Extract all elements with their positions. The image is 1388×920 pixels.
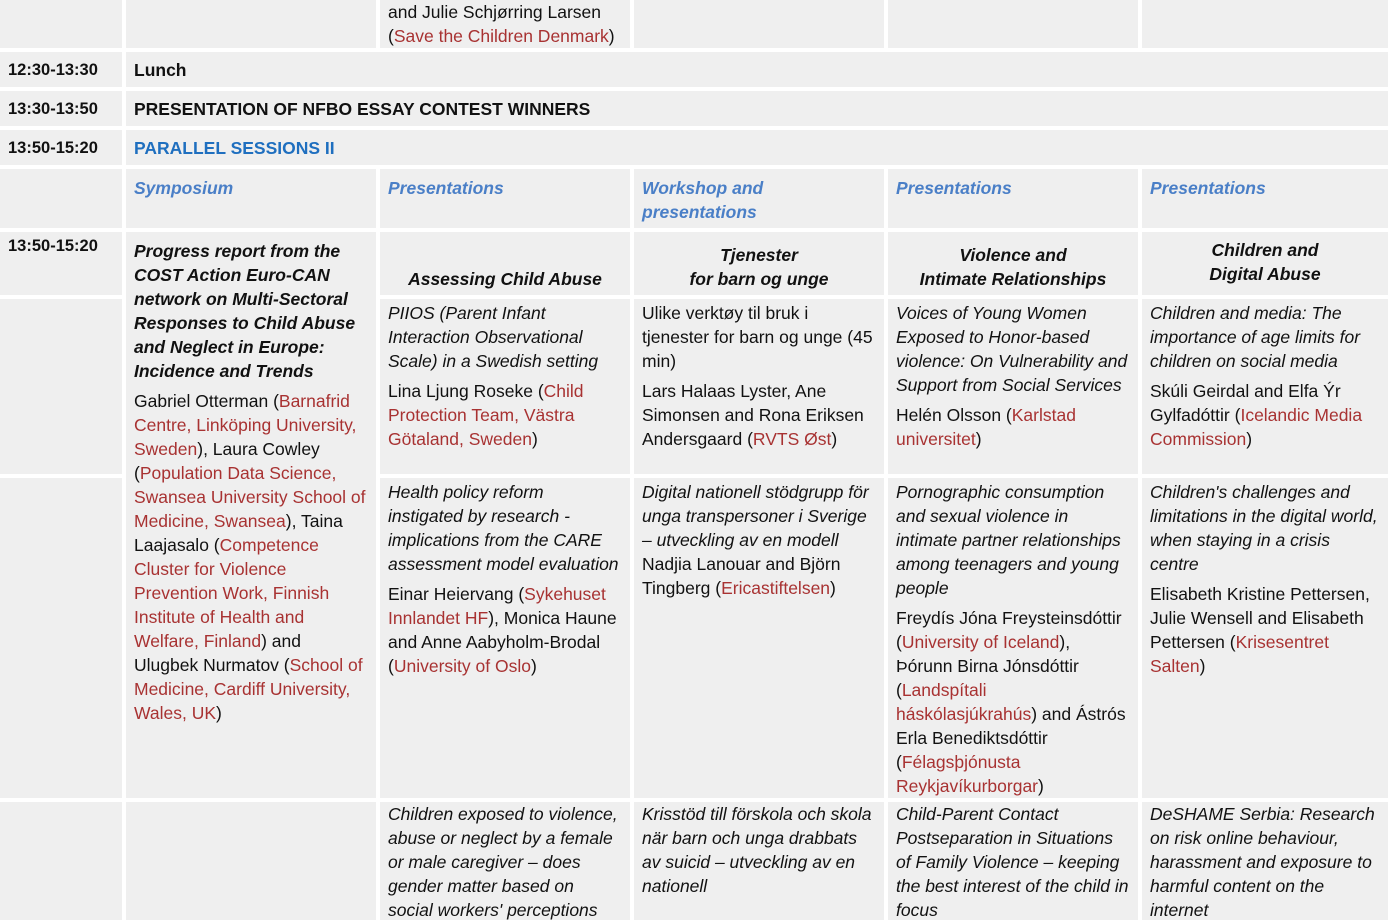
presentation-authors: Lars Halaas Lyster, Ane Simonsen and Rona Eriksen Andersgaard (RVTS Øst) [642,381,864,449]
time-cell: 13:50-15:20 [0,130,122,165]
session-type-workshop: Workshop and presentations [634,169,884,228]
column-title: Assessing Child Abuse [380,232,630,295]
presentation-cell [1142,478,1388,798]
presentation-authors: Freydís Jóna Freysteinsdóttir (University of Iceland), Þórunn Birna Jónsdóttir (Landspítali háskólasjúkrahús) and Ástrós Erla Benediktsdóttir (Félagsþjónusta Reykjavíkurborgar) [896,608,1126,796]
org-name: RVTS Øst [752,429,832,449]
column-title: Violence and Intimate Relationships [888,232,1138,295]
presentation-title: Children exposed to violence, abuse or neglect by a female or male caregiver – does gender matter based on social workers' perceptions [380,802,630,920]
presentation-authors: Helén Olsson (Karlstad universitet) [896,405,1076,449]
time-cell: 13:50-15:20 [0,232,122,295]
presentation-authors: Nadjia Lanouar and Björn Tingberg (Ericastiftelsen) [642,554,841,598]
session-type-symposium: Symposium [126,169,376,228]
presentation-cell [380,478,630,798]
presentation-authors: Elisabeth Kristine Pettersen, Julie Wensell and Elisabeth Pettersen (Krisesentret Salten) [1150,584,1370,676]
time-cell: 13:30-13:50 [0,91,122,126]
presentation-authors: Skúli Geirdal and Elfa Ýr Gylfadóttir (Icelandic Media Commission) [1150,381,1363,449]
symposium-cell [126,232,376,798]
time-cell-empty [0,478,122,798]
column-title: Children and Digital Abuse [1142,232,1388,295]
org-name: School of Medicine, Cardiff University, Wales, UK [134,655,363,723]
symposium-title: Progress report from the COST Action Euro-CAN network on Multi-Sectoral Responses to Child Abuse and Neglect in Europe: Incidence and Trends [134,241,356,381]
org-name: Barnafrid Centre, Linköping University, Sweden [134,391,357,459]
org-name: Félagsþjónusta Reykjavíkurborgar [896,752,1038,796]
presentation-title: Voices of Young Women Exposed to Honor-based violence: On Vulnerability and Support from Social Services [896,303,1128,395]
presentation-cell [1142,299,1388,474]
symposium-authors: Gabriel Otterman (Barnafrid Centre, Linköping University, Sweden), Laura Cowley (Population Data Science, Swansea University School of Medicine, Swansea), Taina Laajasalo (Competence Cluster for Violence Prevention Work, Finnish Institute of Health and Welfare, Finland) and Ulugbek Nurmatov (School of Medicine, Cardiff University, Wales, UK) [134,391,366,723]
presentation-cell [888,478,1138,798]
org-name: Krisesentret Salten [1150,632,1329,676]
time-cell-empty [0,169,122,228]
org-name: Save the Children Denmark [393,26,609,46]
org-name: Karlstad universitet [896,405,1076,449]
cell-empty [1142,0,1388,48]
presentation-cell [634,478,884,798]
org-name: University of Iceland [901,632,1060,652]
org-name: Landspítali háskólasjúkrahús [896,680,1032,724]
cell-empty [634,0,884,48]
session-type-presentations: Presentations [1142,169,1388,228]
cell-empty [888,0,1138,48]
presentation-title: Ulike verktøy til bruk i tjenester for barn og unge (45 min) [642,303,873,371]
top-author-line: and Julie Schjørring Larsen [388,2,602,22]
essay-contest-label: PRESENTATION OF NFBO ESSAY CONTEST WINNERS [126,91,1388,126]
org-name: Population Data Science, Swansea University School of Medicine, Swansea [134,463,366,531]
presentation-title: Pornographic consumption and sexual violence in intimate partner relationships among teenagers and young people [896,482,1121,598]
time-cell: 12:30-13:30 [0,52,122,87]
org-name: Child Protection Team, Västra Götaland, Sweden [388,381,584,449]
org-name: Competence Cluster for Violence Prevention Work, Finnish Institute of Health and Welfare, Finland [134,535,330,651]
org-name: Ericastiftelsen [721,578,831,598]
presentation-authors: Lina Ljung Roseke (Child Protection Team, Västra Götaland, Sweden) [388,381,584,449]
top-org-line: (Save the Children Denmark) [388,26,615,46]
lunch-label: Lunch [126,52,1388,87]
session-type-presentations: Presentations [380,169,630,228]
presentation-title: Children's challenges and limitations in the digital world, when staying in a crisis centre [1150,482,1378,574]
org-name: Icelandic Media Commission [1150,405,1363,449]
top-partial-cell [380,0,630,48]
time-cell-empty [0,299,122,474]
presentation-title: Health policy reform instigated by research - implications from the CARE assessment model evaluation [388,482,619,574]
presentation-authors: Einar Heiervang (Sykehuset Innlandet HF), Monica Haune and Anne Aabyholm-Brodal (University of Oslo) [388,584,617,676]
presentation-cell [380,299,630,474]
org-name: University of Oslo [393,656,531,676]
presentation-title: Krisstöd till förskola och skola när barn och unga drabbats av suicid – utveckling av en nationell [634,802,884,920]
parallel-sessions-heading: PARALLEL SESSIONS II [126,130,1388,165]
column-title: Tjenester for barn og unge [634,232,884,295]
presentation-title: Child-Parent Contact Postseparation in Situations of Family Violence – keeping the best interest of the child in focus [888,802,1138,920]
presentation-cell [634,299,884,474]
time-cell-empty [0,0,122,48]
presentation-cell [888,299,1138,474]
cell-empty [126,802,376,920]
presentation-title: PIIOS (Parent Infant Interaction Observational Scale) in a Swedish setting [388,303,599,371]
org-name: Sykehuset Innlandet HF [388,584,606,628]
session-type-presentations: Presentations [888,169,1138,228]
presentation-title: Children and media: The importance of age limits for children on social media [1150,303,1361,371]
cell-empty [126,0,376,48]
presentation-title: Digital nationell stödgrupp för unga transpersoner i Sverige – utveckling av en modell [642,482,869,550]
time-cell-empty [0,802,122,920]
presentation-title: DeSHAME Serbia: Research on risk online behaviour, harassment and exposure to harmful content on the internet [1142,802,1388,920]
